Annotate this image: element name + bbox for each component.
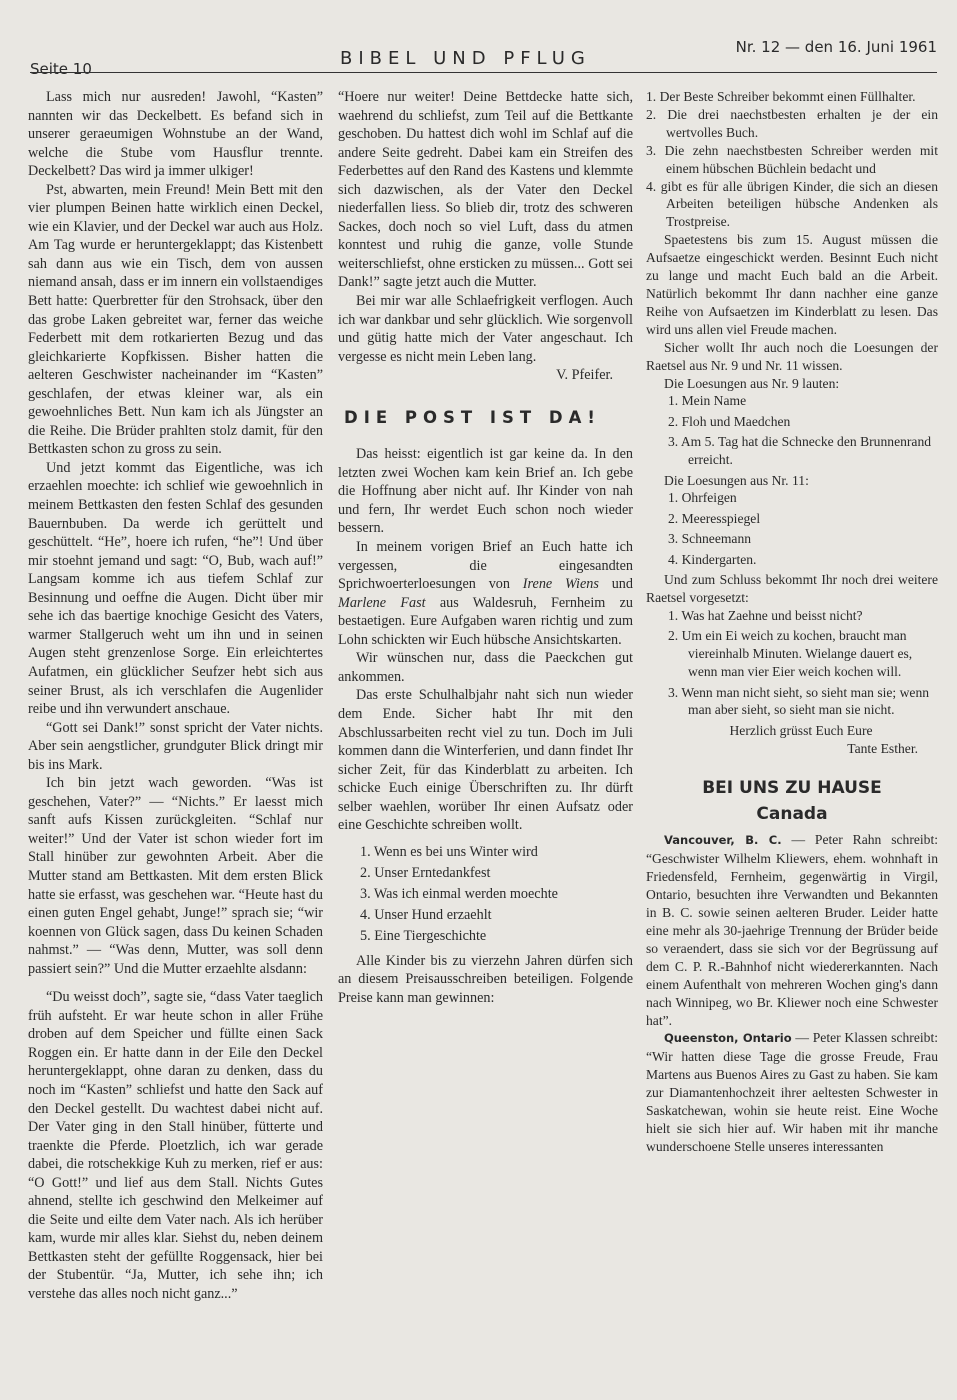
list-item: 1. Mein Name — [668, 393, 747, 409]
place-label: Vancouver, B. C. — [664, 833, 782, 848]
story-paragraph-continued: “Du weisst doch”, sagte sie, “dass Vater taeglich früh aufsteht. Er war heute schon in aller Frühe droben auf dem Speicher und füllte einen Sack Roggen ein. Er hatte dann in der Eile den Deckel heruntergeklappt, ohne daran zu denken, dass du noch im “Kasten” schliefst und hatte den Sack auf den Deckel gestellt. Du wachtest dabei nicht auf. Der Vater ging in den Stall hinüber, fütterte und traenkte die Pferde. Ploetzlich, ich war gerade dabei, die rotschekkige Kuh zu merken, rief er aus: “O Gott!” und lief aus dem Stall. Nichts Gutes ahnend, stellte ich geschwind den Melkeimer auf die Seite und eilte dem Vater nach. Als ich herüber kam, wurde mir alles klar. Siehst du, neben deinem Bettkasten steht der gefüllte Roggensack, hier bei der Stubentür. “Ja, Mutter, ich sehe ihn; ich verstehe das alles noch nicht ganz...” — [28, 989, 323, 1302]
post-paragraph: Spaetestens bis zum 15. August müssen die Aufsaetze eingeschickt werden. Besinnt Euch nicht zu lange und macht Euch bald an die Arbeit. Natürlich bekommt Ihr dann nachher eine ganze Reihe von Aufsaetzen im Kinderblatt zu lesen. Das wird uns allen viel Freude machen. — [646, 232, 938, 337]
list-item: 1. Was hat Zaehne und beisst nicht? — [668, 607, 863, 623]
post-paragraph: Alle Kinder bis zu vierzehn Jahren dürfen sich an diesem Preisausschreiben beteiligen. Folgende Preise kann man gewinnen: — [338, 952, 633, 1006]
post-paragraph: Sicher wollt Ihr auch noch die Loesungen der Raetsel aus Nr. 9 und Nr. 11 wissen. — [646, 339, 938, 373]
solutions-11-list — [646, 489, 938, 568]
list-item: 3. Was ich einmal werden moechte — [360, 885, 558, 902]
home-heading: BEI UNS ZU HAUSE — [702, 777, 882, 798]
page-number: Seite 10 — [30, 60, 92, 78]
list-item: 3. Wenn man nicht sieht, so sieht man sie; wenn man aber sieht, so sieht man sie nicht. — [668, 684, 930, 718]
post-heading: DIE POST IST DA! — [344, 407, 601, 427]
story-paragraph: Lass mich nur ausreden! Jawohl, “Kasten” nannten wir das Deckelbett. Es befand sich in unserer geraeumigen Wohnstube an der Wand, welche die Stube vom Hausflur trennte. Deckelbett? Das wird ja immer ulkiger! — [28, 89, 323, 180]
prize-item: 3. Die zehn naechstbesten Schreiber werden mit einem hübschen Büchlein bedacht und — [646, 142, 938, 176]
post-paragraph: Die Loesungen aus Nr. 11: — [664, 472, 809, 488]
column-1 — [28, 88, 323, 1304]
topics-list — [338, 843, 633, 946]
child-name: Irene Wiens — [522, 576, 599, 593]
prize-item: 1. Der Beste Schreiber bekommt einen Füllhalter. — [646, 89, 916, 104]
column-2-real — [338, 88, 633, 1007]
riddles-list — [646, 607, 938, 719]
story-paragraph: “Gott sei Dank!” sonst spricht der Vater nichts. Aber sein aengstlicher, grundguter Blick dringt mir bis ins Mark. — [28, 719, 323, 773]
column-3-real — [646, 88, 938, 1156]
list-item: 1. Wenn es bei uns Winter wird — [360, 843, 538, 860]
list-item: 4. Kindergarten. — [668, 551, 757, 567]
news-text: — Peter Klassen schreibt: “Wir hatten diese Tage die grosse Freude, Frau Martens aus Buenos Aires zu Gast zu haben. Sie kam zur Diamantenhochzeit ihrer aeltesten Schwester in Saskatchewan, wohin sie heute reist. Eine Woche hielt sie sich hier auf. Wir haben mit ihr manche wunderschoene Stelle unseres interessanten — [646, 1030, 938, 1154]
header-rule — [30, 72, 937, 73]
place-label: Queenston, Ontario — [664, 1031, 792, 1046]
post-paragraph: Und zum Schluss bekommt Ihr noch drei weitere Raetsel vorgesetzt: — [646, 572, 938, 605]
list-item: 1. Ohrfeigen — [668, 490, 737, 506]
story-author: V. Pfeifer. — [556, 367, 613, 384]
page-header — [30, 38, 937, 78]
post-paragraph — [338, 538, 633, 649]
post-text: aus Waldesruh, Fernheim zu bestaetigen. Eure Aufgaben waren richtig und zum Lohn schickten wir Euch hübsche Ansichtskarten. — [338, 594, 633, 648]
solutions-9-list — [646, 392, 938, 469]
list-item: 5. Eine Tiergeschichte — [360, 927, 487, 944]
news-entry — [646, 831, 938, 1029]
prize-item: 4. gibt es für alle übrigen Kinder, die sich an diesen Arbeiten beteiligen hübsche Andenken als Trostpreise. — [646, 178, 938, 230]
list-item: 2. Unser Erntedankfest — [360, 864, 491, 881]
story-paragraph: “Hoere nur weiter! Deine Bettdecke hatte sich, waehrend du schliefst, zum Teil auf die Bettkante geschoben. Du hattest dich wohl im Schlaf auf die andere Seite gedreht. Dabei kam ein Streifen des Federbettes auf den Rand des Kastens und klemmte sich dazwischen, als der Vater den Deckel niederfallen liess. So blieb dir, trotz des schweren Sackes, doch noch so viel Luft, dass du atmen konntest und ruhig die ganze, volle Stunde weiterschliefst, ohne ersticken zu müssen... Gott sei Dank!” sagte jetzt auch die Mutter. — [338, 89, 633, 291]
list-item: 3. Am 5. Tag hat die Schnecke den Brunnenrand erreicht. — [668, 434, 932, 468]
region-heading: Canada — [756, 803, 828, 824]
post-text: In meinem vorigen Brief an Euch hatte ich vergessen, die eingesandten Sprichwoerterloesungen von — [338, 539, 633, 593]
post-paragraph: Das heisst: eigentlich ist gar keine da. In den letzten zwei Wochen kam kein Brief an. Ich gebe die Hoffnung aber nicht auf. Ihr Kinder von nah und fern, Ihr werdet Euch schon noch wieder bessern. — [338, 446, 633, 537]
post-paragraph: Die Loesungen aus Nr. 9 lauten: — [664, 375, 840, 391]
story-paragraph: Und jetzt kommt das Eigentliche, was ich erzaehlen moechte: ich schlief wie gewoehnlich in meinem Bettkasten den festen Schlaf des gesunden Bauernbuben. Da werde ich gerüttelt und geschüttelt. “He”, hoere ich rufen, “he”! Und über mir stoehnt jemand und sagt: “O, Bub, wach auf!” Langsam komme ich aus tiefem Schlaf zur Besinnung und oeffne die Augen. Dicht über mir sehe ich das baertige knochige Gesicht des Vaters, warmer Stallgeruch weht um ihn und in seinen Augen steht grenzenlose Sorge. Ein erleichtertes Aufatmen, ein glücklicher Seufzer hebt sich aus seiner Brust, als ich verschlafen die Augenlider reibe und ihn verwundert anschaue. — [28, 459, 323, 718]
list-item: 4. Unser Hund erzaehlt — [360, 906, 492, 923]
story-paragraph: Bei mir war alle Schlaefrigkeit verflogen. Auch ich war dankbar und sehr glücklich. Wie sorgenvoll und gütig hatte mich der Vater angeschaut. Ich vergesse es nicht mein Leben lang. — [338, 293, 633, 365]
closing-greeting: Herzlich grüsst Euch Eure — [729, 722, 873, 738]
list-item: 2. Um ein Ei weich zu kochen, braucht man viereinhalb Minuten. Wielange dauert es, wenn man vier Eier weich kochen will. — [668, 628, 913, 680]
post-paragraph: Das erste Schulhalbjahr naht sich nun wieder dem Ende. Sicher habt Ihr mit den Abschlussarbeiten recht viel zu tun. Doch im Juli kommen dann die Winterferien, und dann findet Ihr sicher Zeit, für das Kinderblatt zu arbeiten. Ich schicke Euch einige Überschriften zu. Ihr dürft selber waehlen, worüber Ihr einen Aufsatz oder eine Geschichte schreiben wollt. — [338, 687, 633, 834]
story-paragraph: Ich bin jetzt wach geworden. “Was ist geschehen, Vater?” — “Nichts.” Er laesst mich sanft aufs Kissen zurückgleiten. “Schlaf nur weiter!” Und der Vater ist schon wieder fort im Stall hinüber zur gewohnten Arbeit. Aber die Mutter stand am Bettkasten. Mit dem ersten Blick hatte sie erfasst, was geschehen war. “Heute hast du einen guten Engel gehabt, Junge!” sprach sie; “wir koennen von Glück sagen, dass Du keinen Schaden nahmst.” — “Was denn, Mutter, was soll denn passiert sein?” Und die Mutter erzaehlte alsdann: — [28, 775, 323, 977]
post-text: und — [598, 576, 633, 593]
prize-item: 2. Die drei naechstbesten erhalten je der ein wertvolles Buch. — [646, 106, 938, 140]
list-item: 3. Schneemann — [668, 531, 752, 547]
masthead-title: BIBEL UND PFLUG — [340, 48, 591, 69]
post-paragraph: Wir wünschen nur, dass die Paeckchen gut ankommen. — [338, 650, 633, 685]
child-name: Marlene Fast — [338, 594, 426, 611]
closing-signature: Tante Esther. — [847, 740, 918, 756]
list-item: 2. Floh und Maedchen — [668, 413, 791, 429]
news-entry — [646, 1029, 938, 1155]
issue-date: Nr. 12 — den 16. Juni 1961 — [735, 38, 937, 56]
news-text: — Peter Rahn schreibt: “Geschwister Wilhelm Kliewers, ehem. wohnhaft in Friedensfeld, Fernheim, gegenwärtig in Virgil, Ontario, besuchten ihre Verwandten und Bekannten in B. C. sowie seinen aelteren Bruder. Leider hatte eine mehr als 30-jaehrige Trennung der Brüder beide so veraendert, dass sie sich vor der Begrüssung auf dem C. P. R.-Bahnhof nicht wiedererkannten. Nach einem Aufenthalt von mehreren Wochen ging's dann nach Winnipeg, wo Br. Kliewer noch eine Schwester hat”. — [646, 832, 939, 1028]
story-paragraph: Pst, abwarten, mein Freund! Mein Bett mit den vier plumpen Beinen hatte wirklich einen Deckel, wie ein Klavier, und der Deckel war auch aus Holz. Am Tag wurde er heruntergeklappt; das Kistenbett sah dann aus wie ein Tisch, dem von aussen niemand ansah, dass er im innern ein vollstaendiges Bett hatte: Querbretter für den Strohsack, über den das grobe Laken gebreitet war, ferner das weiche Federbett mit dem rotkarierten Bezug und das gleichkarierte Kopfkissen. Bisher hatten die aelteren Geschwister nacheinander im “Kasten” geschlafen, der etwas kleiner war, als ein gewoehnliches Bett. Nun kam ich als Jüngster an die Reihe. Die Brüder prahlten stolz damit, für den Bettkasten schon zu gross zu sein. — [28, 181, 323, 458]
list-item: 2. Meeresspiegel — [668, 510, 761, 526]
